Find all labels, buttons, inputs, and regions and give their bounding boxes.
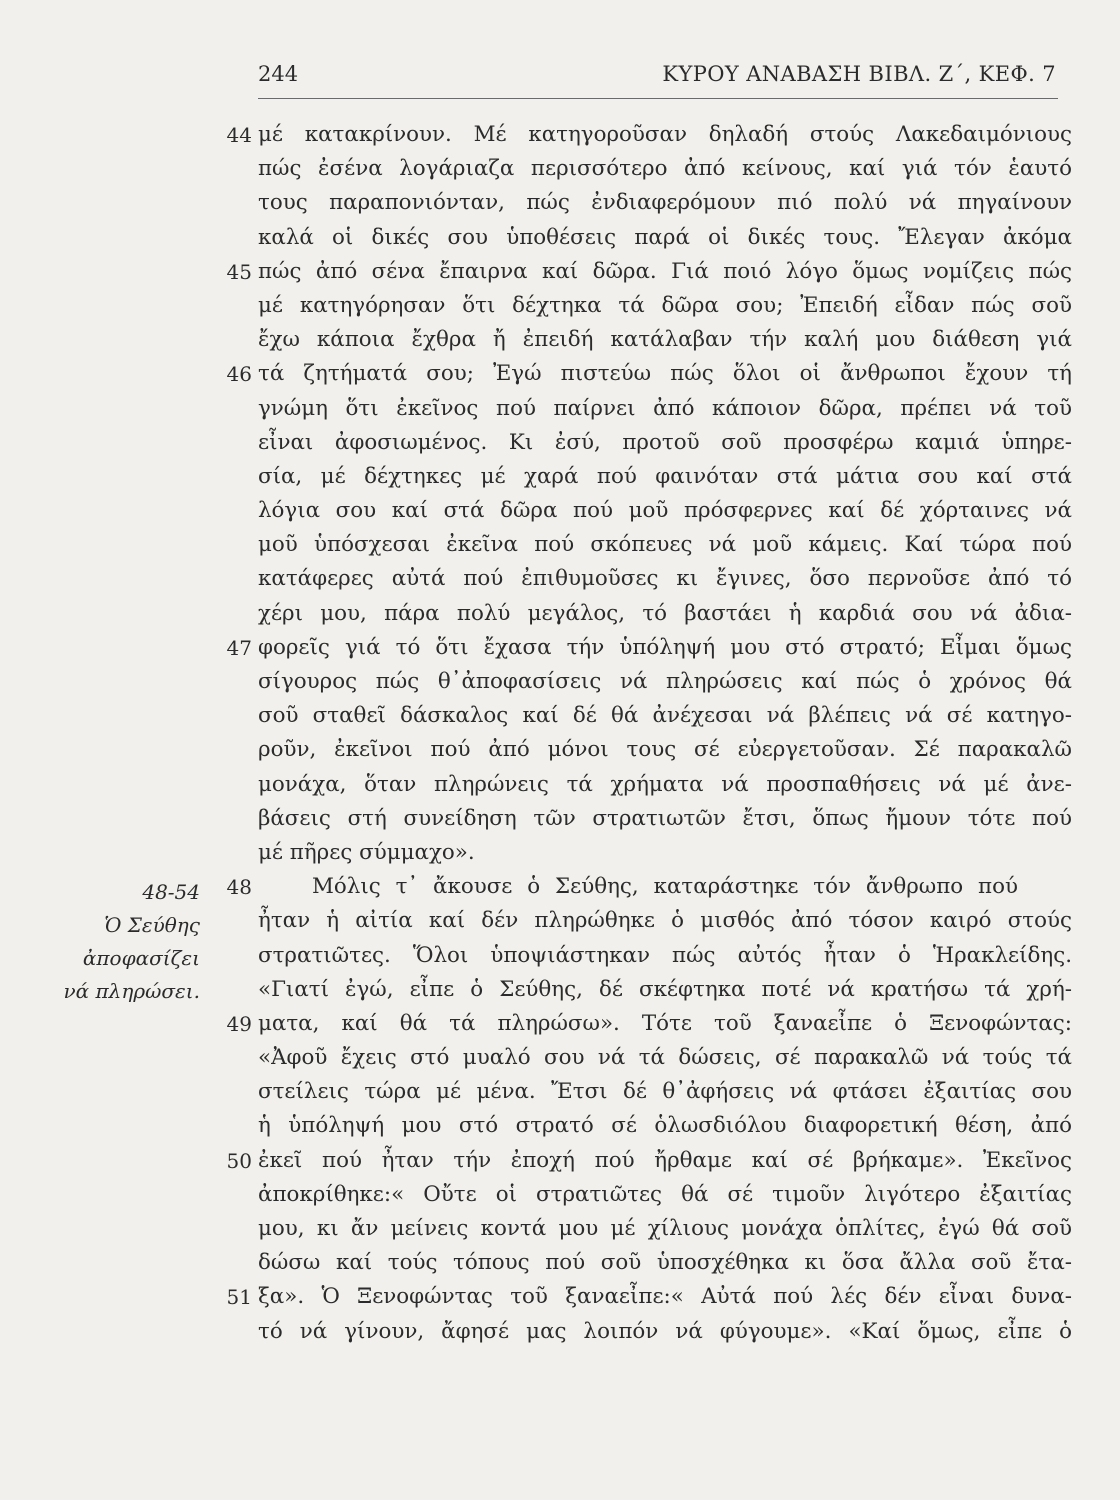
text-line (226, 1144, 1072, 1178)
text-line (226, 118, 1072, 152)
line-text: τό νά γίνουν, ἄφησέ μας λοιπόν νά φύγουμε». «Καί ὅμως, εἶπε ὁ (258, 1318, 1072, 1344)
line-text: βάσεις στή συνείδηση τῶν στρατιωτῶν ἔτσι, ὅπως ἤμουν τότε πού (258, 805, 1072, 831)
line-text: μέ κατηγόρησαν ὅτι δέχτηκα τά δῶρα σου; Ἐπειδή εἶδαν πώς σοῦ (258, 292, 1072, 318)
line-text: στείλεις τώρα μέ μένα. Ἔτσι δέ θ᾽ἀφήσεις νά φτάσει ἐξαιτίας σου (258, 1079, 1072, 1105)
text-line (258, 323, 1072, 357)
section-number: 48 (226, 875, 252, 900)
line-text: σίγουρος πώς θ᾽ἀποφασίσεις νά πληρώσεις καί πώς ὁ χρόνος θά (258, 669, 1072, 694)
text-line (258, 973, 1072, 1007)
section-number: 51 (226, 1285, 252, 1310)
text-line (258, 836, 1072, 870)
section-number: 47 (226, 635, 252, 660)
margin-note (40, 876, 200, 1008)
text-line (258, 939, 1072, 973)
text-line (258, 1212, 1072, 1246)
text-line (258, 1109, 1072, 1143)
line-text: ἀποκρίθηκε:« Οὔτε οἱ στρατιῶτες θά σέ τιμοῦν λιγότερο ἐξαιτίας (258, 1181, 1072, 1207)
text-line (258, 186, 1072, 220)
line-text: στρατιῶτες. Ὅλοι ὑποψιάστηκαν πώς αὐτός ἦταν ὁ Ἡρακλείδης. (258, 942, 1072, 968)
text-line (226, 357, 1072, 391)
line-text: πώς ἀπό σένα ἔπαιρνα καί δῶρα. Γιά ποιό λόγο ὅμως νομίζεις πώς (258, 258, 1072, 284)
text-line (258, 528, 1072, 562)
text-line (226, 631, 1072, 665)
text-line (226, 255, 1072, 289)
text-line (226, 1280, 1072, 1314)
line-text: εἶναι ἀφοσιωμένος. Κι ἐσύ, προτοῦ σοῦ προσφέρω καμιά ὑπηρε- (258, 429, 1072, 455)
page-header (258, 60, 1058, 99)
line-text: μονάχα, ὅταν πληρώνεις τά χρήματα νά προσπαθήσεις νά μέ ἀνε- (258, 771, 1072, 797)
text-line (258, 904, 1072, 938)
line-text: γνώμη ὅτι ἐκεῖνος πού παίρνει ἀπό κάποιον δῶρα, πρέπει νά τοῦ (258, 395, 1072, 421)
section-number: 45 (226, 259, 252, 284)
line-text: πώς ἐσένα λογάριαζα περισσότερο ἀπό κείνους, καί γιά τόν ἑαυτό (258, 156, 1072, 182)
text-line (258, 562, 1072, 596)
text-line (226, 1007, 1072, 1041)
text-line (258, 1315, 1072, 1349)
text-line (258, 152, 1072, 186)
line-text: «Γιατί ἐγώ, εἶπε ὁ Σεύθης, δέ σκέφτηκα ποτέ νά κρατήσω τά χρή- (258, 976, 1072, 1002)
line-text: ἐκεῖ πού ἦταν τήν ἐποχή πού ἤρθαμε καί σέ βρήκαμε». Ἐκεῖνος (258, 1147, 1072, 1173)
line-text: χέρι μου, πάρα πολύ μεγάλος, τό βαστάει ἡ καρδιά σου νά ἀδια- (258, 600, 1072, 626)
line-text: σοῦ σταθεῖ δάσκαλος καί δέ θά ἀνέχεσαι νά βλέπεις νά σέ κατηγο- (258, 703, 1072, 729)
line-text: λόγια σου καί στά δῶρα πού μοῦ πρόσφερνες καί δέ χόρταινες νά (258, 498, 1072, 524)
line-text: ξα». Ὁ Ξενοφώντας τοῦ ξαναεἶπε:« Αὐτά πού λές δέν εἶναι δυνα- (258, 1284, 1072, 1310)
section-number: 50 (226, 1148, 252, 1173)
line-text: ματα, καί θά τά πληρώσω». Τότε τοῦ ξαναεἶπε ὁ Ξενοφώντας: (258, 1010, 1072, 1036)
line-text: ροῦν, ἐκεῖνοι πού ἀπό μόνοι τους σέ εὐεργετοῦσαν. Σέ παρακαλῶ (258, 737, 1072, 763)
text-line (258, 1075, 1072, 1109)
text-line (258, 494, 1072, 528)
line-text: ἔχω κάποια ἔχθρα ἤ ἐπειδή κατάλαβαν τήν καλή μου διάθεση γιά (258, 327, 1072, 353)
line-text: κατάφερες αὐτά πού ἐπιθυμοῦσες κι ἔγινες, ὅσο περνοῦσε ἀπό τό (258, 566, 1072, 592)
page-number: 244 (258, 62, 299, 86)
text-line (258, 665, 1072, 699)
text-line (258, 699, 1072, 733)
text-line (226, 870, 1072, 904)
running-title: ΚΥΡΟΥ ΑΝΑΒΑΣΗ ΒΙΒΛ. Ζ΄, ΚΕΦ. 7 (662, 62, 1056, 86)
line-text: δώσω καί τούς τόπους πού σοῦ ὑποσχέθηκα κι ὅσα ἄλλα σοῦ ἔτα- (258, 1250, 1072, 1276)
line-text: φορεῖς γιά τό ὅτι ἔχασα τήν ὑπόληψή μου στό στρατό; Εἶμαι ὅμως (258, 634, 1072, 660)
line-text: «Ἀφοῦ ἔχεις στό μυαλό σου νά τά δώσεις, σέ παρακαλῶ νά τούς τά (258, 1045, 1072, 1071)
line-text: μέ πῆρες σύμμαχο». (258, 839, 475, 865)
text-line (258, 733, 1072, 767)
line-text: ἦταν ἡ αἰτία καί δέν πληρώθηκε ὁ μισθός ἀπό τόσον καιρό στούς (258, 908, 1072, 934)
section-number: 44 (226, 123, 252, 147)
line-text: τους παραπονιόνταν, πώς ἐνδιαφερόμουν πιό πολύ νά πηγαίνουν (258, 190, 1072, 216)
line-text: μου, κι ἄν μείνεις κοντά μου μέ χίλιους μονάχα ὁπλίτες, ἐγώ θά σοῦ (258, 1216, 1072, 1241)
line-text: καλά οἱ δικές σου ὑποθέσεις παρά οἱ δικές τους. Ἔλεγαν ἀκόμα (258, 224, 1072, 250)
line-text: μοῦ ὑπόσχεσαι ἐκεῖνα πού σκόπευες νά μοῦ κάμεις. Καί τώρα πού (258, 532, 1072, 558)
text-line (258, 597, 1072, 631)
line-text: τά ζητήματά σου; Ἐγώ πιστεύω πώς ὅλοι οἱ ἄνθρωποι ἔχουν τή (258, 361, 1072, 387)
text-line (258, 392, 1072, 426)
margin-note-range: 48-54 (142, 880, 200, 904)
text-line (258, 1246, 1072, 1280)
line-text: σία, μέ δέχτηκες μέ χαρά πού φαινόταν στά μάτια σου καί στά (258, 463, 1072, 489)
line-text: μέ κατακρίνουν. Μέ κατηγοροῦσαν δηλαδή στούς Λακεδαιμόνιους (258, 122, 1072, 147)
section-number: 49 (226, 1011, 252, 1036)
text-line (258, 289, 1072, 323)
body-text (226, 118, 1072, 1349)
text-line (258, 802, 1072, 836)
text-line (258, 1178, 1072, 1212)
text-line (258, 1041, 1072, 1075)
line-text: ἡ ὑπόληψή μου στό στρατό σέ ὁλωσδιόλου διαφορετική θέση, ἀπό (258, 1113, 1072, 1139)
text-line (258, 768, 1072, 802)
line-text: Μόλις τ᾽ ἄκουσε ὁ Σεύθης, καταράστηκε τόν ἄνθρωπο πού (312, 874, 1018, 900)
margin-note-line: νά πληρώσει. (63, 979, 200, 1003)
margin-note-line: ἀποφασίζει (82, 946, 200, 970)
margin-note-line: Ὁ Σεύθης (104, 913, 200, 937)
text-line (258, 460, 1072, 494)
section-number: 46 (226, 362, 252, 387)
text-line (258, 426, 1072, 460)
text-line (258, 221, 1072, 255)
